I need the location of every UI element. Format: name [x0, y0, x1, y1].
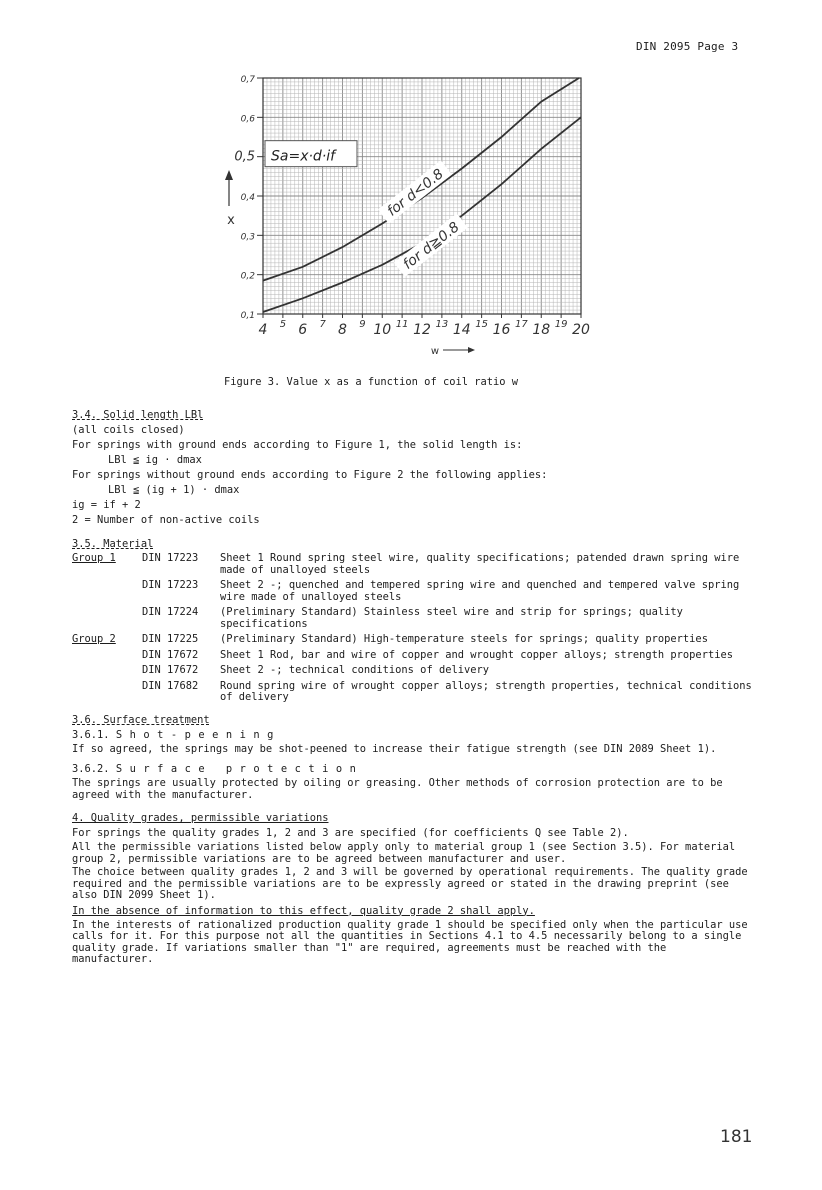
- x-tick-label: 17: [515, 319, 528, 330]
- series-label: for d≧0.8: [400, 219, 463, 273]
- section-3-4-paragraph-2: For springs without ground ends according to Figure 2 the following applies:: [72, 469, 548, 481]
- main-content: [72, 406, 752, 968]
- x-tick-label: 15: [475, 319, 488, 330]
- section-3-6-1-text: If so agreed, the springs may be shot-peened to increase their fatigue strength (see DIN 2089 Sheet 1).: [72, 742, 717, 755]
- x-tick-label: 11: [395, 319, 409, 330]
- section-3-6-1-heading: [72, 729, 752, 742]
- y-axis-label: x: [227, 213, 235, 228]
- series-label-group: [394, 213, 468, 276]
- material-group: [72, 580, 142, 607]
- section-3-6-2-text: The springs are usually protected by oiling or greasing. Other methods of corrosion protection are to be agreed with the manufacturer.: [72, 777, 723, 801]
- chart-svg: [205, 66, 605, 366]
- x-tick-label: 14: [452, 322, 471, 338]
- din-number: DIN 17672: [142, 648, 199, 661]
- x-tick-label: 16: [492, 322, 511, 338]
- x-tick-label: 10: [373, 322, 392, 338]
- series-label: for d<0.8: [384, 166, 447, 220]
- y-tick-label: 0,5: [234, 149, 255, 165]
- y-tick-label: 0,2: [240, 271, 255, 282]
- y-tick-label: 0,6: [240, 114, 255, 125]
- x-axis-arrowhead: [468, 347, 475, 353]
- section-4-title: 4. Quality grades, permissible variations: [72, 812, 329, 824]
- subsection-title: Shot-peening: [115, 728, 281, 741]
- figure-caption: Figure 3. Value x as a function of coil ratio w: [224, 376, 519, 388]
- document-reference: DIN 2095 Page 3: [636, 40, 739, 53]
- y-tick-label: 0,3: [240, 232, 255, 243]
- table-row: [72, 580, 752, 607]
- table-row: [72, 665, 752, 681]
- y-tick-label: 0,1: [240, 311, 255, 321]
- material-description: Sheet 2 -; technical conditions of delivery: [220, 664, 489, 676]
- x-tick-label: 8: [338, 322, 347, 338]
- x-tick-label: 4: [258, 322, 268, 338]
- x-tick-label: 6: [298, 322, 308, 338]
- section-3-4-paragraph-1: For springs with ground ends according to Figure 1, the solid length is:: [72, 439, 523, 451]
- material-group: Group 1: [72, 552, 116, 564]
- figure-3-chart: [205, 66, 605, 366]
- din-number: DIN 17672: [142, 664, 199, 676]
- din-number: DIN 17223: [142, 552, 199, 564]
- table-row: [72, 607, 752, 634]
- y-axis-arrowhead: [225, 170, 233, 180]
- x-axis-label: w: [430, 346, 440, 357]
- x-tick-label: 7: [319, 319, 326, 330]
- y-tick-label: 0,7: [240, 75, 255, 85]
- din-number: DIN 17223: [142, 579, 199, 591]
- section-4-paragraph-5: In the interests of rationalized production quality grade 1 should be specified only when the particular use calls for it. For this purpose not all the quantities in Sections 4.1 to 4.5 necessarily belong to a single quality grade. If variations smaller than "1" are required, agreements must be reached with the manufacturer.: [72, 918, 748, 965]
- material-group: [72, 650, 142, 666]
- material-description: Sheet 1 Rod, bar and wire of copper and wrought copper alloys; strength properties: [220, 648, 733, 661]
- material-description: Sheet 1 Round spring steel wire, quality specifications; patended drawn spring wire made of unalloyed steels: [220, 552, 740, 576]
- section-3-6-2-heading: [72, 763, 752, 776]
- material-description: (Preliminary Standard) High-temperature steels for springs; quality properties: [220, 633, 708, 645]
- section-4-paragraph-4: In the absence of information to this effect, quality grade 2 shall apply.: [72, 904, 535, 917]
- section-3-4-title: 3.4. Solid length LBl: [72, 409, 204, 421]
- table-row: [72, 634, 752, 650]
- section-4-paragraph-2: All the permissible variations listed below apply only to material group 1 (see Section 3.5). For material group 2, permissible variations are to be agreed between manufacturer and user.: [72, 841, 736, 865]
- formula-label: Sa=x·d·if: [271, 148, 336, 165]
- formula-3: ig = if + 2: [72, 499, 141, 511]
- material-group: [72, 681, 142, 708]
- din-number: DIN 17225: [142, 633, 199, 645]
- x-tick-label: 9: [359, 319, 366, 330]
- table-row: [72, 681, 752, 708]
- x-tick-label: 12: [413, 322, 431, 338]
- din-number: DIN 17224: [142, 606, 199, 618]
- din-number: DIN 17682: [142, 679, 199, 692]
- section-4-paragraph-3: The choice between quality grades 1, 2 and 3 will be governed by operational requirements. The quality grade required and the permissible variations are to be expressly agreed or stated in the drawing preprint (see also DIN 2099 Sheet 1).: [72, 866, 748, 901]
- material-description: Sheet 2 -; quenched and tempered spring wire and quenched and tempered valve spring wire made of unalloyed steels: [220, 579, 740, 603]
- formula-2: LBl ≦ (ig + 1) · dmax: [108, 484, 240, 496]
- section-4-paragraph-1: For springs the quality grades 1, 2 and 3 are specified (for coefficients Q see Table 2).: [72, 827, 629, 839]
- material-description: Round spring wire of wrought copper alloys; strength properties, technical conditions of delivery: [220, 679, 752, 703]
- x-tick-label: 13: [435, 319, 449, 330]
- x-tick-label: 20: [572, 322, 590, 338]
- material-group: Group 2: [72, 633, 116, 645]
- section-number: 3.6.2.: [72, 763, 110, 775]
- section-number: 3.6.1.: [72, 728, 110, 741]
- x-tick-label: 18: [532, 322, 551, 338]
- x-tick-label: 19: [554, 319, 568, 330]
- subsection-title: Surface protection: [115, 763, 364, 775]
- material-table: [72, 553, 752, 708]
- page-number: 181: [720, 1127, 753, 1147]
- formula-4: 2 = Number of non-active coils: [72, 514, 260, 526]
- formula-1: LBl ≦ ig · dmax: [108, 454, 202, 466]
- section-3-6-title: 3.6. Surface treatment: [72, 713, 210, 726]
- section-3-5-title: 3.5. Material: [72, 538, 154, 550]
- y-tick-label: 0,4: [240, 193, 255, 203]
- table-row: [72, 553, 752, 580]
- material-group: [72, 665, 142, 681]
- table-row: [72, 650, 752, 666]
- section-3-4-subtitle: (all coils closed): [72, 424, 185, 436]
- material-group: [72, 607, 142, 634]
- x-tick-label: 5: [279, 319, 287, 330]
- material-description: (Preliminary Standard) Stainless steel wire and strip for springs; quality specifications: [220, 606, 683, 630]
